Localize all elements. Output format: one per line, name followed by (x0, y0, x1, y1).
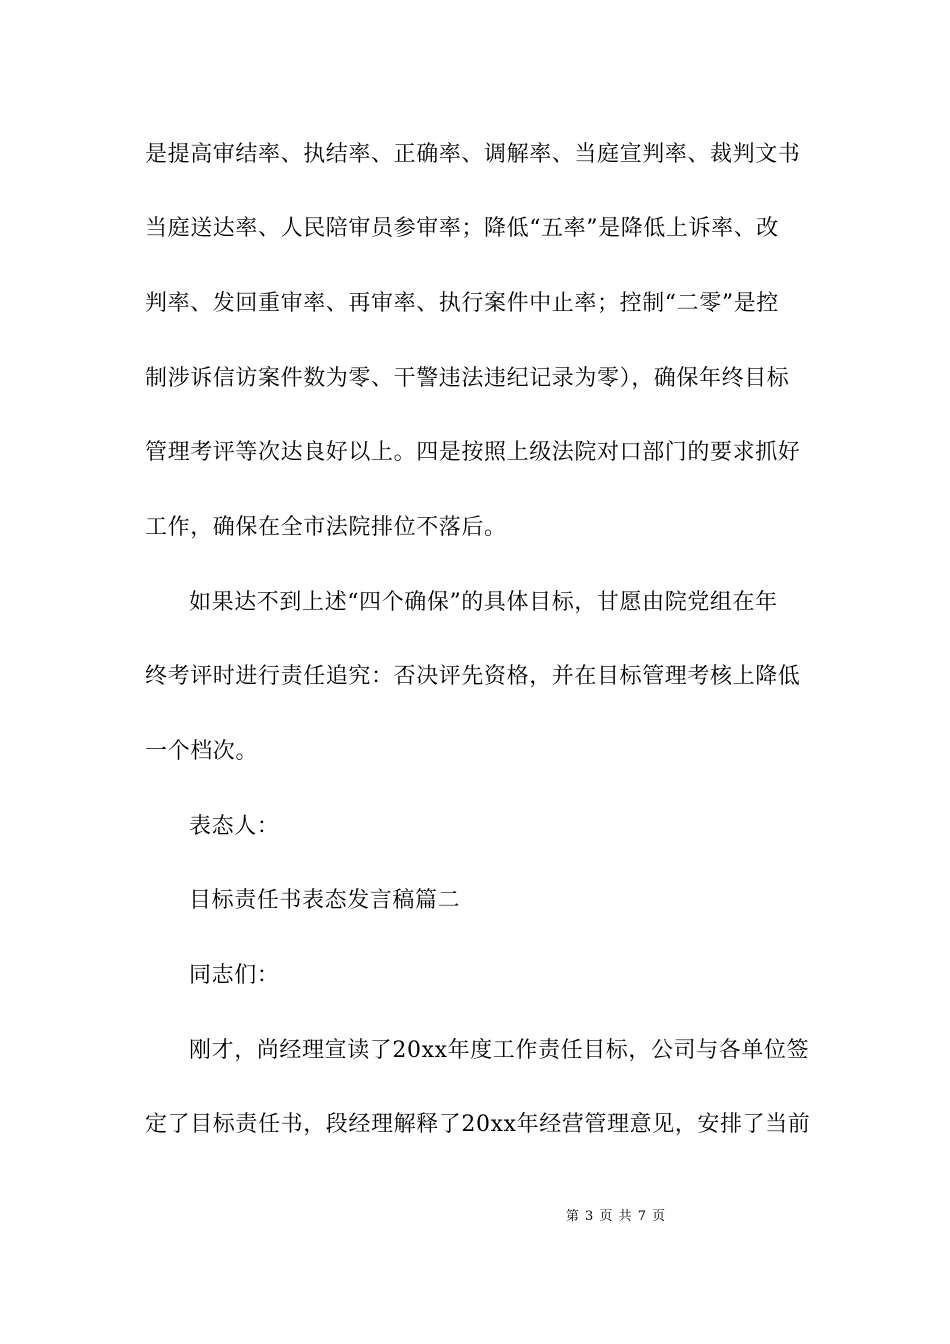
paragraph-line: 判率、发回重审率、再审率、执行案件中止率；控制“二零”是控 (145, 291, 779, 316)
paragraph-line: 制涉诉信访案件数为零、干警违法违纪记录为零），确保年终目标 (145, 366, 790, 391)
paragraph-line: 如果达不到上述“四个确保”的具体目标，甘愿由院党组在年 (189, 590, 778, 615)
salutation: 同志们： (189, 963, 280, 988)
paragraph-line: 工作，确保在全市法院排位不落后。 (145, 515, 507, 540)
signer-label: 表态人： (189, 814, 280, 839)
page-number-footer (0, 1208, 950, 1226)
paragraph-line: 当庭送达率、人民陪审员参审率；降低“五率”是降低上诉率、改 (145, 216, 779, 241)
paragraph-line: 定了目标责任书，段经理解释了20xx年经营管理意见，安排了当前 (145, 1112, 811, 1137)
paragraph-line: 是提高审结率、执结率、正确率、调解率、当庭宣判率、裁判文书 (145, 142, 801, 167)
section-heading: 目标责任书表态发言稿篇二 (189, 888, 461, 913)
paragraph-line: 刚才，尚经理宣读了20xx年度工作责任目标，公司与各单位签 (189, 1038, 810, 1063)
paragraph-line: 一个档次。 (145, 739, 259, 764)
paragraph-line: 管理考评等次达良好以上。四是按照上级法院对口部门的要求抓好 (145, 440, 801, 465)
paragraph-line: 终考评时进行责任追究：否决评先资格，并在目标管理考核上降低 (145, 664, 801, 689)
page-number: 第 3 页 共 7 页 (565, 1209, 667, 1224)
